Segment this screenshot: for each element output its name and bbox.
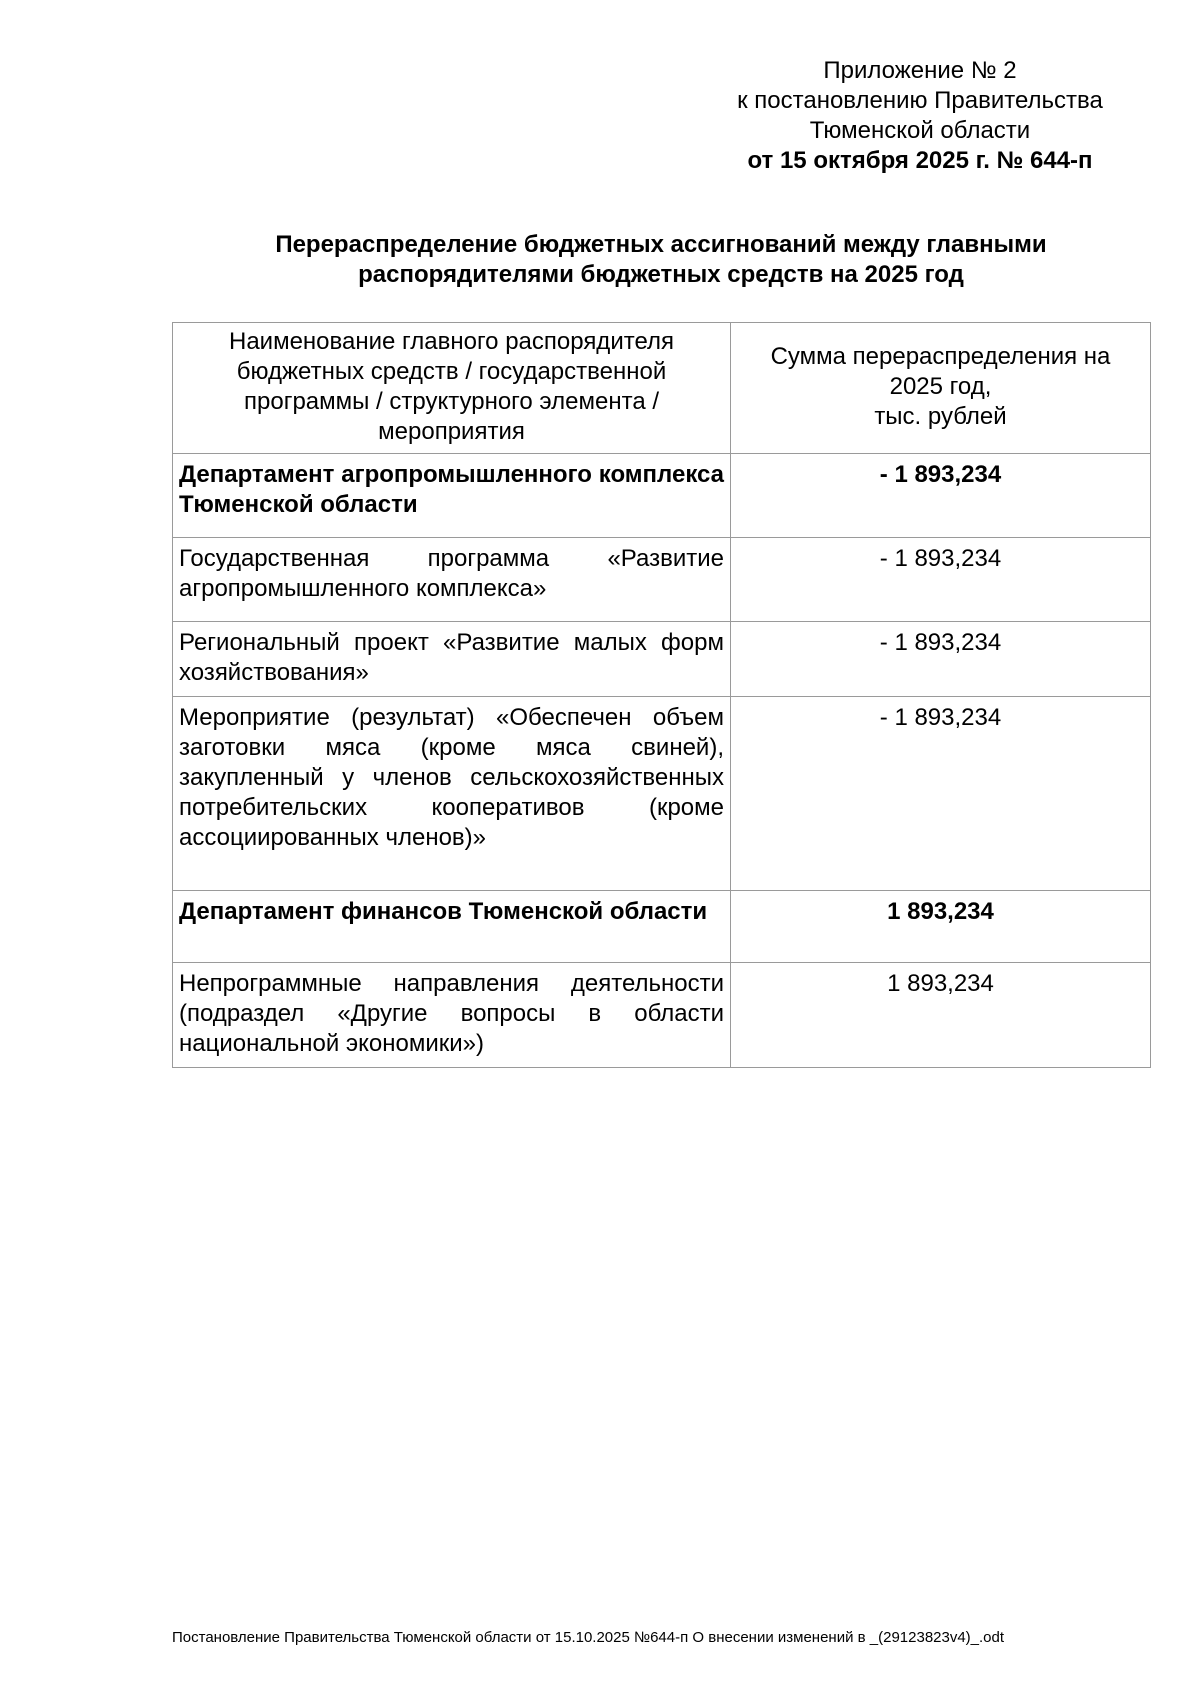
document-title-line-2: распорядителями бюджетных средств на 2025 год — [358, 261, 964, 288]
table-row — [173, 622, 1151, 697]
row-amount: - 1 893,234 — [731, 622, 1151, 697]
appendix-region: Тюменской области — [809, 117, 1031, 144]
header-name-column — [173, 323, 731, 454]
row-name: Департамент агропромышленного комплекса Тюменской области — [173, 454, 731, 538]
reallocation-table — [172, 322, 1151, 1068]
row-amount: 1 893,234 — [731, 963, 1151, 1068]
header-amount-line: тыс. рублей — [874, 403, 1007, 430]
appendix-reference: к постановлению Правительства — [737, 87, 1103, 114]
row-name: Государственная программа «Развитие агропромышленного комплекса» — [173, 538, 731, 622]
header-amount-line: Сумма перераспределения на — [770, 343, 1111, 370]
appendix-block — [700, 56, 1140, 176]
row-amount: - 1 893,234 — [731, 697, 1151, 891]
document-title-line-1: Перераспределение бюджетных ассигнований между главными — [275, 231, 1047, 258]
table-body — [173, 454, 1151, 1068]
table-row — [173, 963, 1151, 1068]
header-name-line: бюджетных средств / государственной — [236, 358, 667, 385]
row-amount: - 1 893,234 — [731, 454, 1151, 538]
appendix-number: Приложение № 2 — [823, 57, 1017, 84]
header-name-line: программы / структурного элемента / — [244, 388, 659, 415]
row-name: Непрограммные направления деятельности (подраздел «Другие вопросы в области национальной экономики») — [173, 963, 731, 1068]
header-amount-line: 2025 год, — [889, 373, 992, 400]
table-row — [173, 454, 1151, 538]
header-name-line: Наименование главного распорядителя — [228, 328, 674, 355]
appendix-date-number: от 15 октября 2025 г. № 644-п — [747, 147, 1093, 174]
row-name: Мероприятие (результат) «Обеспечен объем заготовки мяса (кроме мяса свиней), закупленный у членов сельскохозяйственных потребительских кооперативов (кроме ассоциированных членов)» — [173, 697, 731, 891]
row-amount: - 1 893,234 — [731, 538, 1151, 622]
table-row — [173, 538, 1151, 622]
page-footer: Постановление Правительства Тюменской области от 15.10.2025 №644-п О внесении изменений в _(29123823v4)_.odt — [172, 1629, 1005, 1646]
header-amount-column — [731, 323, 1151, 454]
row-amount: 1 893,234 — [731, 891, 1151, 963]
table-row — [173, 891, 1151, 963]
document-title — [172, 230, 1150, 290]
header-name-line: мероприятия — [378, 418, 525, 445]
table-header-row — [173, 323, 1151, 454]
table-row — [173, 697, 1151, 891]
row-name: Региональный проект «Развитие малых форм хозяйствования» — [173, 622, 731, 697]
row-name: Департамент финансов Тюменской области — [173, 891, 731, 963]
